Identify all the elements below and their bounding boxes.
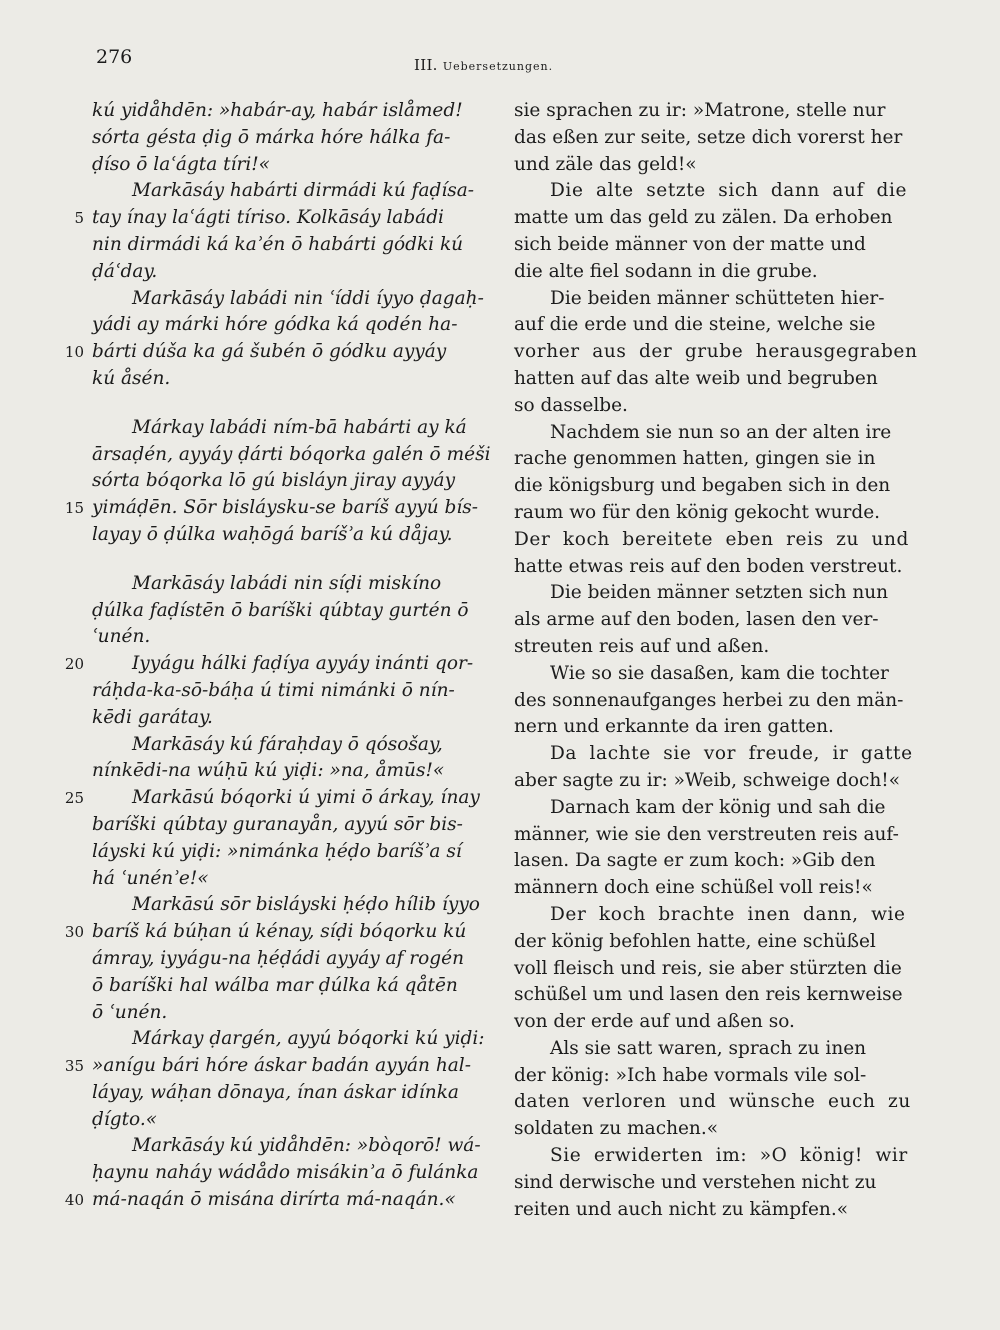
somali-text-line: [60, 651, 490, 678]
somali-text: ámray, iyyágu-na ḥéḍádi ayyáy af rogén: [92, 947, 464, 969]
german-text-line: sich beide männer von der matte und: [514, 233, 866, 255]
german-text-line: sie sprachen zu ir: »Matrone, stelle nur: [514, 100, 886, 121]
somali-text: ráḥda-ka-sō-báḥa ú timi nimánki ō nín-: [92, 679, 455, 701]
german-text-line: Als sie satt waren, sprach zu inen: [550, 1037, 867, 1059]
somali-text-line: [60, 598, 490, 625]
german-text-line: vorher aus der grube herausgegraben: [514, 341, 918, 363]
somali-text-line: [60, 442, 490, 469]
somali-text-line: [60, 522, 490, 549]
somali-text-line: [60, 812, 490, 839]
running-head-title: Uebersetzungen.: [442, 60, 554, 73]
somali-text-column: [60, 98, 490, 1214]
somali-text: kēdi garátay.: [92, 706, 213, 728]
line-number: 35: [64, 1057, 84, 1076]
german-text-line: des sonnenaufganges herbei zu den män-: [514, 689, 904, 711]
german-text-line: rache genommen hatten, gingen sie in: [514, 448, 876, 470]
german-text-line: soldaten zu machen.«: [514, 1118, 719, 1140]
somali-text-line: [60, 785, 490, 812]
german-text-line: der könig: »Ich habe vormals vile sol-: [514, 1064, 867, 1086]
somali-text: baríš ká búḥan ú kénay, síḍi bóqorku kú: [92, 921, 467, 943]
somali-text: tay ínay laʿágti tíriso. Kolkāsáy labádi: [92, 207, 444, 229]
somali-text: sórta bóqorka lō gú bisláyn jiray ayyáy: [92, 470, 456, 492]
page-number: 276: [96, 46, 133, 68]
somali-text-line: [60, 1133, 490, 1160]
somali-text: ārsaḍén, ayyáy ḍárti bóqorka galén ō méši: [92, 443, 491, 465]
german-text-line: hatten auf das alte weib und begruben: [514, 367, 878, 389]
somali-text: yádi ay márki hóre gódka ká qodén ha-: [92, 314, 458, 336]
somali-text-line: [60, 312, 490, 339]
german-text-line: Die alte setzte sich dann auf die: [550, 180, 908, 202]
german-text-line: nern und erkannte da iren gatten.: [514, 716, 834, 738]
german-text-line: auf die erde und die steine, welche sie: [514, 314, 876, 336]
somali-text: ḍúlka faḍístēn ō baríški qúbtay gurtén ō: [92, 599, 469, 621]
german-text-line: raum wo für den könig gekocht wurde.: [514, 501, 881, 523]
somali-text-line: [60, 866, 490, 893]
somali-text: ḍígto.«: [92, 1108, 158, 1130]
somali-text: bárti dúša ka gá šubén ō gódku ayyáy: [92, 341, 447, 363]
somali-text: Markāsú sōr bisláyski ḥéḍo hílib íyyo: [132, 894, 480, 916]
german-text-line: von der erde auf und aßen so.: [514, 1011, 795, 1033]
somali-text: nin dirmádi ká kaʾén ō habárti gódki kú: [92, 233, 464, 255]
running-head-roman: III.: [414, 56, 438, 74]
somali-text: Markāsú bóqorki ú yimi ō árkay, ínay: [132, 787, 480, 809]
somali-text-line: [60, 1026, 490, 1053]
somali-text-line: [60, 946, 490, 973]
somali-text-line: [60, 152, 490, 179]
line-number: 25: [64, 789, 84, 808]
somali-text: ō ʿunén.: [92, 1001, 168, 1023]
somali-text: Márkay labádi ním-bā habárti ay ká: [132, 416, 467, 438]
german-text-line: daten verloren und wünsche euch zu: [514, 1091, 911, 1113]
somali-text-line: [60, 125, 490, 152]
somali-text-line: [60, 1187, 490, 1214]
somali-text-line: [60, 571, 490, 598]
german-text-line: so dasselbe.: [514, 394, 628, 416]
german-text-line: aber sagte zu ir: »Weib, schweige doch!«: [514, 769, 901, 791]
german-text-line: und zäle das geld!«: [514, 153, 697, 175]
somali-text-line: [60, 705, 490, 732]
somali-text: sórta gésta ḍig ō márka hóre hálka fa-: [92, 126, 451, 148]
somali-text: há ʿunénʾe!«: [92, 867, 209, 889]
somali-text-line: [60, 758, 490, 785]
somali-text: ō baríški hal wálba mar ḍúlka ká qåtēn: [92, 974, 458, 996]
running-head: [414, 56, 553, 74]
somali-text: kú yidåhdēn: »habár-ay, habár islåmed!: [92, 100, 463, 121]
somali-text: yimáḍēn. Sōr bisláysku-se baríš ayyú bís-: [92, 497, 479, 519]
german-translation-column: [512, 98, 918, 1223]
somali-text-line: [60, 286, 490, 313]
german-text-line: reiten und auch nicht zu kämpfen.«: [514, 1198, 849, 1220]
somali-text-line: [60, 495, 490, 522]
german-text-line: Sie erwiderten im: »O könig! wir: [550, 1145, 908, 1167]
somali-text-line: [60, 624, 490, 651]
somali-text-line: [60, 919, 490, 946]
somali-text: Márkay ḍargén, ayyú bóqorki kú yiḍi:: [132, 1028, 485, 1050]
german-text-line: als arme auf den boden, lasen den ver-: [514, 609, 879, 631]
somali-text: Markāsáy kú yidåhdēn: »bòqorō! wá-: [132, 1135, 481, 1157]
german-text-line: streuten reis auf und aßen.: [514, 635, 770, 657]
somali-text-line: [60, 732, 490, 759]
somali-text: Markāsáy labádi nin ʿíddi íyyo ḍagaḥ-: [132, 287, 484, 309]
somali-text: nínkēdi-na wúḥū kú yiḍi: »na, åmūs!«: [92, 760, 445, 782]
somali-text: Iyyágu hálki faḍíya ayyáy inánti qor-: [132, 653, 474, 675]
german-text-line: die königsburg und begaben sich in den: [514, 475, 891, 497]
somali-text-line: [60, 892, 490, 919]
german-text-line: voll fleisch und reis, sie aber stürzten die: [514, 957, 902, 979]
somali-text: ḍáʿday.: [92, 260, 158, 282]
somali-text-line: [60, 839, 490, 866]
somali-text: ḥaynu naháy wádådo misákinʾa ō fulánka: [92, 1162, 479, 1184]
somali-text-line: [60, 1160, 490, 1187]
german-text-line: Der koch bereitete eben reis zu und: [514, 528, 909, 550]
german-text-line: sind derwische und verstehen nicht zu: [514, 1171, 877, 1193]
german-text-line: Da lachte sie vor freude, ir gatte: [550, 743, 913, 765]
german-text-line: das eßen zur seite, setze dich vorerst her: [514, 126, 903, 148]
german-text-line: Die beiden männer schütteten hier-: [550, 287, 885, 309]
somali-text-line: [60, 415, 490, 442]
somali-text: ḍíso ō laʿágta tíri!«: [92, 153, 270, 175]
somali-text: Markāsáy labádi nin síḍi miskíno: [132, 572, 442, 594]
german-text-line: männer, wie sie den verstreuten reis auf-: [514, 823, 899, 845]
somali-text: má-naqán ō misána dirírta má-naqán.«: [92, 1189, 456, 1211]
somali-text-line: [60, 1053, 490, 1080]
line-number: 30: [64, 923, 84, 942]
somali-text-line: [60, 178, 490, 205]
somali-text-line: [60, 205, 490, 232]
somali-text-line: [60, 1107, 490, 1134]
somali-text-line: [60, 259, 490, 286]
somali-text: kú åsén.: [92, 367, 171, 389]
somali-text-line: [60, 1080, 490, 1107]
german-text-line: hatte etwas reis auf den boden verstreut.: [514, 555, 903, 577]
line-number: 5: [74, 209, 84, 228]
german-text-line: schüßel um und lasen den reis kernweise: [514, 984, 903, 1006]
german-text-line: Darnach kam der könig und sah die: [550, 796, 886, 818]
german-text-line: der könig befohlen hatte, eine schüßel: [514, 930, 876, 952]
somali-text: »anígu bári hóre áskar badán ayyán hal-: [92, 1055, 471, 1077]
somali-text-line: [60, 973, 490, 1000]
somali-text-line: [60, 1000, 490, 1027]
line-number: 15: [64, 499, 84, 518]
german-text-line: Nachdem sie nun so an der alten ire: [550, 421, 892, 443]
german-text-line: lasen. Da sagte er zum koch: »Gib den: [514, 850, 876, 872]
somali-text-line: [60, 339, 490, 366]
somali-text: ʿunén.: [92, 626, 151, 648]
line-number: 20: [64, 655, 84, 674]
german-text-line: matte um das geld zu zälen. Da erhoben: [514, 207, 893, 229]
somali-text: Markāsáy habárti dirmádi kú faḍísa-: [132, 180, 475, 202]
somali-text-line: [60, 366, 490, 393]
german-text-line: Der koch brachte inen dann, wie: [550, 903, 906, 925]
somali-text: baríški qúbtay guranayån, ayyú sōr bis-: [92, 813, 463, 835]
somali-text: layay ō ḍúlka waḥōgá baríšʾa kú dåjay.: [92, 523, 453, 545]
somali-text: láyay, wáḥan dōnaya, ínan áskar idínka: [92, 1081, 459, 1103]
somali-text: láyski kú yiḍi: »nimánka ḥéḍo baríšʾa sí: [92, 840, 462, 862]
german-text-line: Wie so sie dasaßen, kam die tochter: [550, 662, 889, 684]
somali-text-line: [60, 98, 490, 125]
somali-text-line: [60, 468, 490, 495]
german-text-line: die alte fiel sodann in die grube.: [514, 260, 818, 282]
line-number: 10: [64, 343, 84, 362]
somali-text-line: [60, 232, 490, 259]
line-number: 40: [64, 1191, 84, 1210]
german-text-line: Die beiden männer setzten sich nun: [550, 582, 889, 604]
somali-text: Markāsáy kú fáraḥday ō qósošay,: [132, 733, 443, 755]
somali-text-line: [60, 678, 490, 705]
german-text-line: männern doch eine schüßel voll reis!«: [514, 877, 873, 899]
